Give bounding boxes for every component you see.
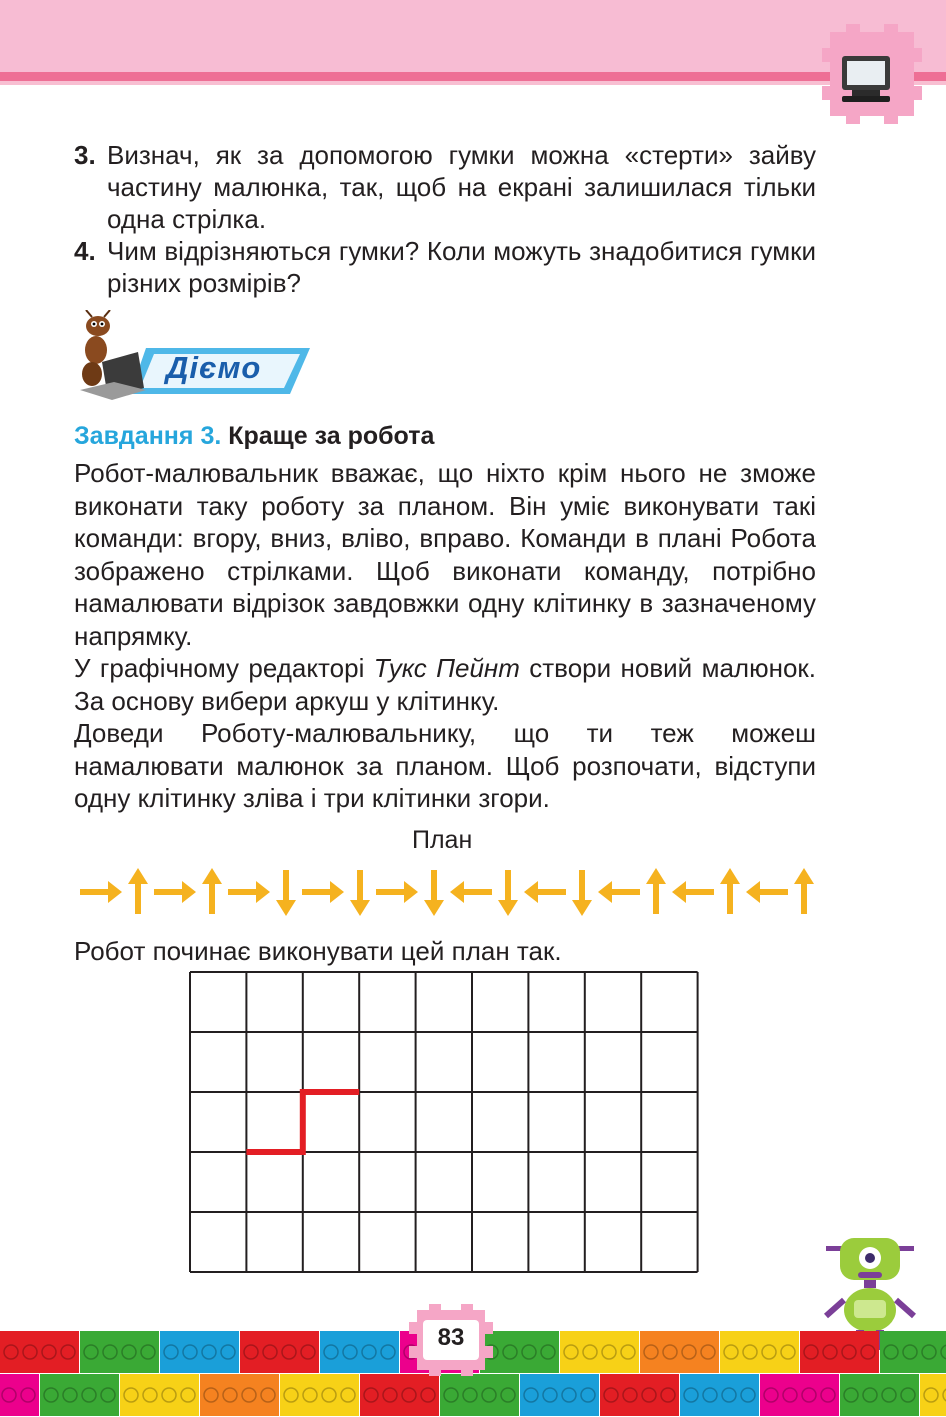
arrow-down-icon bbox=[350, 870, 370, 916]
lego-stud bbox=[343, 1345, 357, 1359]
lego-stud bbox=[381, 1345, 395, 1359]
lego-stud bbox=[362, 1345, 376, 1359]
lego-stud bbox=[4, 1345, 18, 1359]
arrow-up-icon bbox=[202, 868, 222, 914]
lego-stud bbox=[682, 1345, 696, 1359]
question-number: 3. bbox=[74, 140, 96, 170]
lego-stud bbox=[543, 1388, 557, 1402]
arrow-up-icon bbox=[794, 868, 814, 914]
lego-stud bbox=[581, 1388, 595, 1402]
lego-stud bbox=[903, 1345, 917, 1359]
header-stripe-light bbox=[0, 81, 946, 85]
lego-stud bbox=[263, 1345, 277, 1359]
lego-stud bbox=[562, 1388, 576, 1402]
question-number: 4. bbox=[74, 236, 96, 266]
lego-stud bbox=[282, 1345, 296, 1359]
question-text: Визнач, як за допомогою гумки можна «стерти» зайву частину малюнка, так, щоб на екрані залишилася тільки одна стрілка. bbox=[107, 140, 816, 234]
lego-stud bbox=[341, 1388, 355, 1402]
arrow-left-icon bbox=[672, 881, 714, 903]
lego-stud bbox=[261, 1388, 275, 1402]
arrow-left-icon bbox=[524, 881, 566, 903]
lego-stud bbox=[444, 1388, 458, 1402]
lego-stud bbox=[722, 1388, 736, 1402]
header-stripe bbox=[0, 72, 946, 81]
lego-stud bbox=[663, 1345, 677, 1359]
paragraph-3: Доведи Роботу-малювальнику, що ти теж можеш намалювати малюнок за планом. Щоб розпочати, відступи одну клітинку зліва і три клітинки згори. bbox=[74, 718, 816, 813]
lego-stud bbox=[621, 1345, 635, 1359]
lego-stud bbox=[861, 1345, 875, 1359]
lego-stud bbox=[204, 1388, 218, 1402]
lego-stud bbox=[604, 1388, 618, 1402]
lego-stud bbox=[762, 1345, 776, 1359]
lego-stud bbox=[802, 1388, 816, 1402]
arrow-left-icon bbox=[598, 881, 640, 903]
lego-stud bbox=[324, 1345, 338, 1359]
lego-stud bbox=[23, 1345, 37, 1359]
lego-stud bbox=[124, 1388, 138, 1402]
lego-stud bbox=[701, 1345, 715, 1359]
lego-stud bbox=[164, 1345, 178, 1359]
question-text: Чим відрізняються гумки? Коли можуть знадобитися гумки різних розмірів? bbox=[107, 236, 816, 298]
lego-stud bbox=[583, 1345, 597, 1359]
lego-stud bbox=[863, 1388, 877, 1402]
page-number: 83 bbox=[437, 1324, 465, 1351]
lego-stud bbox=[741, 1388, 755, 1402]
drawing-grid bbox=[188, 970, 700, 1274]
lego-stud bbox=[101, 1388, 115, 1402]
lego-stud bbox=[922, 1345, 936, 1359]
lego-stud bbox=[844, 1388, 858, 1402]
lego-stud bbox=[244, 1345, 258, 1359]
task-label: Завдання 3. bbox=[74, 422, 222, 450]
lego-stud bbox=[162, 1388, 176, 1402]
task-heading bbox=[74, 420, 434, 452]
lego-stud bbox=[541, 1345, 555, 1359]
lego-stud bbox=[602, 1345, 616, 1359]
lego-stud bbox=[284, 1388, 298, 1402]
lego-stud bbox=[781, 1345, 795, 1359]
lego-stud bbox=[842, 1345, 856, 1359]
lego-stud bbox=[823, 1345, 837, 1359]
arrow-left-icon bbox=[450, 881, 492, 903]
lego-stud bbox=[82, 1388, 96, 1402]
arrow-down-icon bbox=[572, 870, 592, 916]
lego-stud bbox=[623, 1388, 637, 1402]
lego-stud bbox=[223, 1388, 237, 1402]
header-band bbox=[0, 0, 946, 72]
lego-stud bbox=[564, 1345, 578, 1359]
question-4 bbox=[74, 235, 816, 299]
robot-path bbox=[246, 1092, 359, 1152]
lego-stud bbox=[821, 1388, 835, 1402]
lego-stud bbox=[141, 1345, 155, 1359]
lego-stud bbox=[743, 1345, 757, 1359]
lego-stud bbox=[303, 1388, 317, 1402]
arrow-right-icon bbox=[154, 881, 196, 903]
lego-stud bbox=[522, 1345, 536, 1359]
paragraph-1: Робот-малювальник вважає, що ніхто крім нього не зможе виконати таку роботу за планом. Він уміє виконувати такі команди: вгору, вниз, вліво, вправо. Команди в плані Робота зображено стрілками. Щоб виконати команду, потрібно намалювати відрізок завдовжки одну клітинку в зазначеному напрямку. bbox=[74, 458, 816, 651]
lego-stud bbox=[764, 1388, 778, 1402]
arrow-down-icon bbox=[424, 870, 444, 916]
lego-stud bbox=[884, 1345, 898, 1359]
lego-stud bbox=[322, 1388, 336, 1402]
lego-stud bbox=[783, 1388, 797, 1402]
lego-stud bbox=[524, 1388, 538, 1402]
lego-stud bbox=[63, 1388, 77, 1402]
arrow-down-icon bbox=[276, 870, 296, 916]
lego-stud bbox=[202, 1345, 216, 1359]
lego-stud bbox=[122, 1345, 136, 1359]
plan-arrows bbox=[76, 868, 828, 916]
lego-stud bbox=[364, 1388, 378, 1402]
lego-stud bbox=[242, 1388, 256, 1402]
paragraph-2-end: створи новий малюнок. За основу вибери аркуш у клітинку. bbox=[74, 653, 817, 716]
robot-start-text: Робот починає виконувати цей план так. bbox=[74, 936, 562, 966]
lego-stud bbox=[642, 1388, 656, 1402]
lego-stud bbox=[181, 1388, 195, 1402]
computer-icon bbox=[812, 24, 932, 136]
lego-stud bbox=[503, 1345, 517, 1359]
paragraph-2-start: У графічному редакторі bbox=[74, 653, 374, 683]
lego-stud bbox=[84, 1345, 98, 1359]
lego-stud bbox=[103, 1345, 117, 1359]
paragraph-2 bbox=[74, 652, 816, 717]
lego-stud bbox=[501, 1388, 515, 1402]
arrow-up-icon bbox=[720, 868, 740, 914]
lego-stud bbox=[402, 1388, 416, 1402]
program-name: Тукс Пейнт bbox=[373, 653, 520, 683]
lego-stud bbox=[924, 1388, 938, 1402]
question-3 bbox=[74, 139, 816, 235]
lego-stud bbox=[804, 1345, 818, 1359]
lego-stud bbox=[44, 1388, 58, 1402]
arrow-up-icon bbox=[646, 868, 666, 914]
lego-stud bbox=[183, 1345, 197, 1359]
arrow-left-icon bbox=[746, 881, 788, 903]
lego-stud bbox=[644, 1345, 658, 1359]
lego-stud bbox=[463, 1388, 477, 1402]
lego-stud bbox=[383, 1388, 397, 1402]
lego-stud bbox=[482, 1388, 496, 1402]
lego-stud bbox=[724, 1345, 738, 1359]
arrow-right-icon bbox=[302, 881, 344, 903]
lego-stud bbox=[421, 1388, 435, 1402]
lego-stud bbox=[882, 1388, 896, 1402]
lego-stud bbox=[703, 1388, 717, 1402]
plan-label: План bbox=[412, 826, 473, 854]
task-title: Краще за робота bbox=[228, 422, 435, 450]
arrow-up-icon bbox=[128, 868, 148, 914]
lego-stud bbox=[901, 1388, 915, 1402]
lego-stud bbox=[21, 1388, 35, 1402]
section-label: Дiємо bbox=[166, 350, 262, 385]
lego-stud bbox=[61, 1345, 75, 1359]
arrow-right-icon bbox=[228, 881, 270, 903]
arrow-down-icon bbox=[498, 870, 518, 916]
lego-stud bbox=[42, 1345, 56, 1359]
lego-stud bbox=[661, 1388, 675, 1402]
lego-stud bbox=[301, 1345, 315, 1359]
lego-stud bbox=[143, 1388, 157, 1402]
arrow-right-icon bbox=[80, 881, 122, 903]
lego-stud bbox=[2, 1388, 16, 1402]
arrow-right-icon bbox=[376, 881, 418, 903]
lego-stud bbox=[221, 1345, 235, 1359]
lego-stud bbox=[684, 1388, 698, 1402]
